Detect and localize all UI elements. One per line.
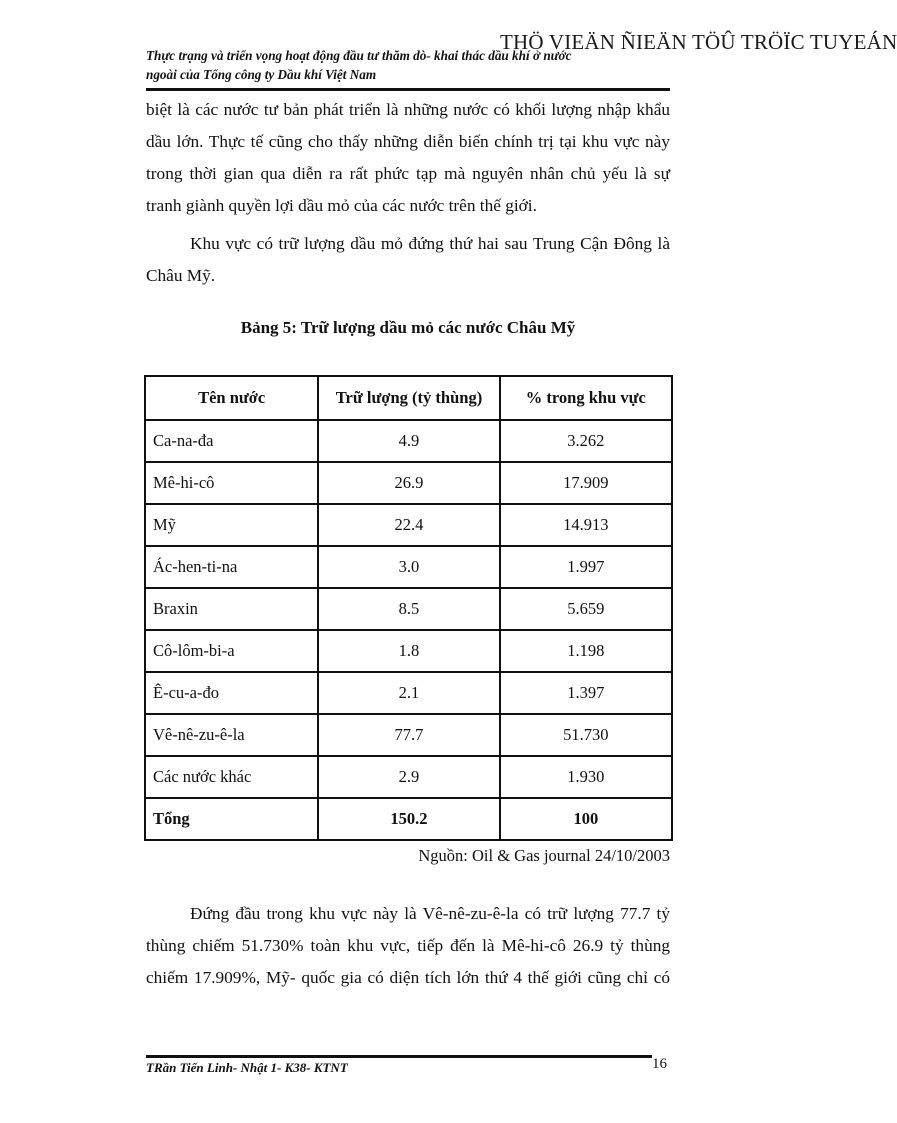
cell-country: Ca-na-đa [145,420,318,462]
paragraph-1 [146,94,670,222]
header-divider [146,88,670,91]
cell-country: Braxin [145,588,318,630]
paragraph-line: biệt là các nước tư bản phát triển là những nước có khối lượng nhập khẩu [146,100,670,119]
page-number: 16 [652,1056,667,1072]
table-row [145,714,672,756]
cell-percent: 51.730 [500,714,672,756]
running-header [146,46,670,84]
cell-country: Ê-cu-a-đo [145,672,318,714]
cell-reserve: 22.4 [318,504,499,546]
header-line-2: ngoài của Tổng công ty Dầu khí Việt Nam [146,67,377,82]
paragraph-line: Khu vực có trữ lượng dầu mỏ đứng thứ hai sau Trung Cận Đông là [190,234,670,253]
cell-reserve: 2.9 [318,756,499,798]
table-row [145,756,672,798]
table-row [145,672,672,714]
header-line-1: Thực trạng và triển vọng hoạt động đầu tư thăm dò- khai thác dầu khí ở nước [146,48,572,63]
paragraph-line: Đứng đầu trong khu vực này là Vê-nê-zu-ê-la có trữ lượng 77.7 tỷ [190,904,670,923]
cell-percent: 1.198 [500,630,672,672]
cell-percent: 17.909 [500,462,672,504]
table-source-note: Nguồn: Oil & Gas journal 24/10/2003 [418,846,670,865]
cell-reserve: 4.9 [318,420,499,462]
column-header-country: Tên nước [145,376,318,420]
footer-divider [146,1055,652,1058]
cell-percent: 1.930 [500,756,672,798]
cell-percent: 3.262 [500,420,672,462]
table-row [145,462,672,504]
table-row [145,504,672,546]
paragraph-3 [146,898,670,994]
watermark-text: THÖ VIEÄN ÑIEÄN TÖÛ TRÖÏC TUYEÁN [500,30,897,54]
cell-total-label: Tổng [145,798,318,840]
footer-author: TRần Tiến Linh- Nhật 1- K38- KTNT [146,1060,348,1075]
cell-country: Ác-hen-ti-na [145,546,318,588]
oil-reserves-table [144,375,673,841]
paragraph-line: chiếm 17.909%, Mỹ- quốc gia có diện tích lớn thứ 4 thế giới cũng chỉ có [146,968,670,987]
cell-reserve: 26.9 [318,462,499,504]
cell-percent: 1.397 [500,672,672,714]
table-total-row [145,798,672,840]
cell-country: Cô-lôm-bi-a [145,630,318,672]
column-header-percent: % trong khu vực [500,376,672,420]
table-row [145,588,672,630]
cell-country: Các nước khác [145,756,318,798]
cell-total-reserve: 150.2 [318,798,499,840]
cell-country: Mỹ [145,504,318,546]
cell-country: Mê-hi-cô [145,462,318,504]
cell-percent: 5.659 [500,588,672,630]
cell-percent: 1.997 [500,546,672,588]
paragraph-line: tranh giành quyền lợi dầu mỏ của các nước trên thế giới. [146,196,537,215]
column-header-reserve: Trữ lượng (tỷ thùng) [318,376,499,420]
cell-reserve: 8.5 [318,588,499,630]
cell-reserve: 2.1 [318,672,499,714]
table-header-row [145,376,672,420]
cell-total-percent: 100 [500,798,672,840]
cell-reserve: 1.8 [318,630,499,672]
table-row [145,630,672,672]
paragraph-line: trong thời gian qua diễn ra rất phức tạp mà nguyên nhân chủ yếu là sự [146,164,670,183]
table-row [145,546,672,588]
paragraph-line: thùng chiếm 51.730% toàn khu vực, tiếp đến là Mê-hi-cô 26.9 tỷ thùng [146,936,670,955]
cell-country: Vê-nê-zu-ê-la [145,714,318,756]
table-row [145,420,672,462]
cell-reserve: 77.7 [318,714,499,756]
paragraph-line: dầu lớn. Thực tế cũng cho thấy những diễn biến chính trị tại khu vực này [146,132,670,151]
cell-reserve: 3.0 [318,546,499,588]
table-title: Bảng 5: Trữ lượng dầu mỏ các nước Châu Mỹ [240,318,576,337]
paragraph-2 [146,228,670,292]
paragraph-line: Châu Mỹ. [146,266,216,285]
cell-percent: 14.913 [500,504,672,546]
